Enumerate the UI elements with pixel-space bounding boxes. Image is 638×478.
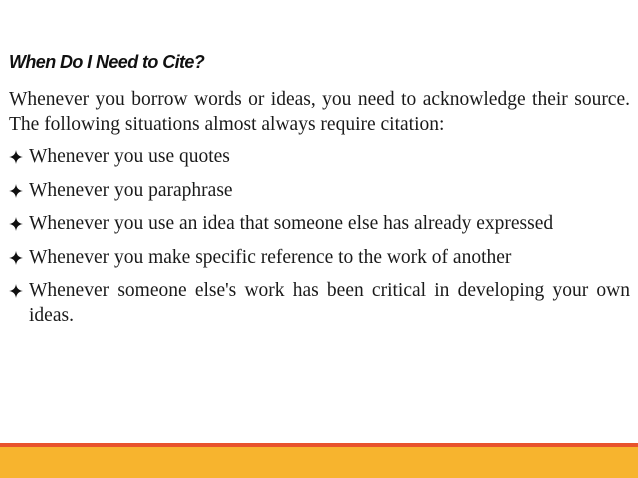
bullet-list <box>9 145 630 328</box>
slide-body <box>9 88 630 337</box>
list-item <box>9 212 630 237</box>
list-item <box>9 279 630 328</box>
list-item <box>9 179 630 204</box>
list-item <box>9 246 630 271</box>
bullet-text: Whenever you make specific reference to the work of another <box>29 246 512 268</box>
diamond-bullet-icon <box>9 217 23 231</box>
bullet-text: Whenever someone else's work has been critical in developing your own ideas. <box>29 280 630 326</box>
diamond-bullet-icon <box>9 251 23 265</box>
diamond-bullet-icon <box>9 150 23 164</box>
list-item <box>9 145 630 170</box>
bullet-text: Whenever you use an idea that someone else has already expressed <box>29 213 554 234</box>
bullet-text: Whenever you paraphrase <box>29 179 233 201</box>
diamond-bullet-icon <box>9 284 23 298</box>
footer-band <box>0 443 638 478</box>
bullet-text: Whenever you use quotes <box>29 146 230 167</box>
diamond-bullet-icon <box>9 184 23 198</box>
slide-title: When Do I Need to Cite? <box>9 52 205 72</box>
intro-paragraph: Whenever you borrow words or ideas, you need to acknowledge their source. The following situations almost always require citation: <box>9 89 630 135</box>
